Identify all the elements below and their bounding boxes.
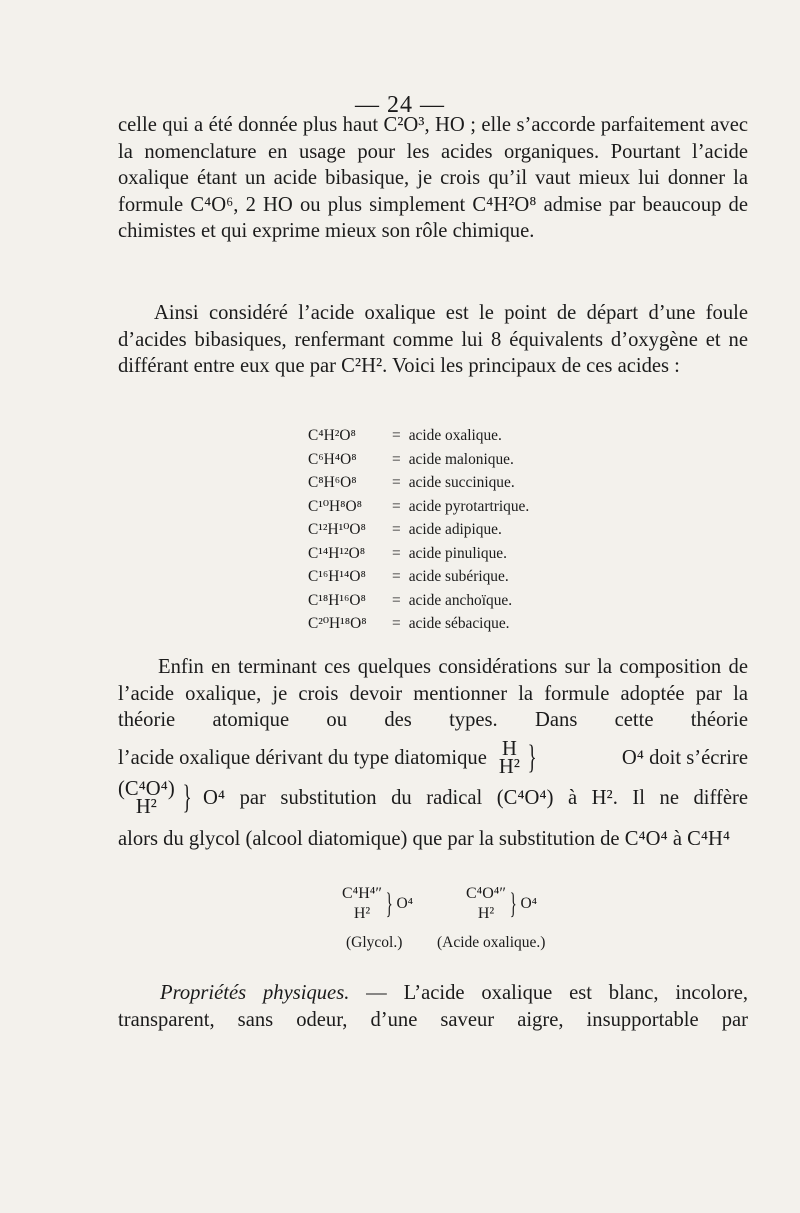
acid-name: acide anchoïque. <box>408 591 513 609</box>
equals-sign: = <box>392 450 401 468</box>
acid-name: acide adipique. <box>408 521 502 538</box>
radical-substitution-line <box>118 780 748 816</box>
acid-name: acide sébacique. <box>408 615 510 632</box>
radical-formula-stack <box>118 780 175 816</box>
acid-formula: C⁸H⁶O⁸ <box>308 474 357 491</box>
physical-properties-text: — L’acide oxalique est blanc, incolore, transparent, sans odeur, d’une saveur aigre, insupportable par <box>118 982 748 1031</box>
acid-name: acide succinique. <box>408 474 515 491</box>
equals-sign: = <box>392 427 401 444</box>
type-formula-stack <box>499 740 520 776</box>
acid-formula: C⁶H⁴O⁸ <box>308 450 357 468</box>
type-formula-bottom: H² <box>498 756 520 778</box>
paragraph-atomic-theory: Enfin en terminant ces quelques considérations sur la composition de l’acide oxalique, je crois devoir mentionner la formule adoptée par la théorie atomique ou des types. Dans cette théorie <box>118 656 748 732</box>
brace-symbol: } <box>527 739 537 776</box>
equals-sign: = <box>392 474 401 491</box>
equals-sign: = <box>392 521 401 538</box>
oxalic-top: C⁴O⁴″ <box>466 885 507 902</box>
glycol-formula <box>342 884 413 924</box>
glycol-oxygen: O⁴ <box>396 895 414 912</box>
acid-formula-list <box>308 424 529 636</box>
oxalic-oxygen: O⁴ <box>520 895 538 912</box>
acid-formula: C²⁰H¹⁸O⁸ <box>308 615 367 632</box>
equals-sign: = <box>392 544 401 562</box>
section-heading: Propriétés physiques. <box>160 982 350 1004</box>
equals-sign: = <box>392 568 401 585</box>
paragraph-glycol: alors du glycol (alcool diatomique) que par la substitution de C⁴O⁴ à C⁴H⁴ <box>118 828 731 850</box>
glycol-stack <box>342 884 382 924</box>
acid-name: acide oxalique. <box>408 427 502 444</box>
acid-name: acide malonique. <box>408 450 514 468</box>
acid-row <box>308 542 529 566</box>
paragraph-formula-notation: celle qui a été donnée plus haut C²O³, HO ; elle s’accorde parfaitement avec la nomenclature en usage pour les acides organiques. Pourtant l’acide oxalique étant un acide bibasique, je crois qu’il vaut mieux lui donner la formule C⁴O⁶, 2 HO ou plus simplement C⁴H²O⁸ admise par beaucoup de chimistes et qui exprime mieux son rôle chimique. <box>118 114 748 243</box>
radical-line-text: O⁴ par substitution du radical (C⁴O⁴) à H². Il ne diffère <box>203 786 748 809</box>
oxalic-bottom: H² <box>477 905 495 922</box>
type-line-text-a: l’acide oxalique dérivant du type diatomique <box>118 746 487 769</box>
acid-row <box>308 448 529 472</box>
acid-row <box>308 612 529 636</box>
equals-sign: = <box>392 615 401 632</box>
brace-symbol: } <box>509 887 517 920</box>
acid-formula: C¹⁰H⁸O⁸ <box>308 497 363 515</box>
oxalic-formula <box>466 884 537 924</box>
acid-row <box>308 471 529 495</box>
brace-symbol: } <box>385 887 393 920</box>
radical-formula-top: (C⁴O⁴) <box>118 778 175 800</box>
acid-row <box>308 565 529 589</box>
acid-row <box>308 424 529 448</box>
glycol-label: (Glycol.) <box>346 934 403 951</box>
acid-name: acide subérique. <box>408 568 509 585</box>
type-formula-top: H <box>501 738 517 760</box>
acid-row <box>308 495 529 519</box>
radical-formula-bottom: H² <box>135 796 157 818</box>
acid-formula: C¹²H¹⁰O⁸ <box>308 521 366 538</box>
equals-sign: = <box>392 497 401 515</box>
type-line-text-b: O⁴ doit s’écrire <box>621 746 748 769</box>
acid-formula: C¹⁶H¹⁴O⁸ <box>308 568 366 585</box>
acid-formula: C⁴H²O⁸ <box>308 427 356 444</box>
brace-symbol: } <box>182 779 192 816</box>
acid-name: acide pyrotartrique. <box>408 497 530 515</box>
paragraph-bibasic-acids: Ainsi considéré l’acide oxalique est le point de départ d’une foule d’acides bibasiques, renfermant comme lui 8 équivalents d’oxygène et ne différant entre eux que par C²H². Voici les principaux de ces acides : <box>118 302 748 378</box>
oxalic-label: (Acide oxalique.) <box>437 934 546 951</box>
equals-sign: = <box>392 591 401 609</box>
page-number: — 24 — <box>355 92 445 118</box>
acid-row <box>308 518 529 542</box>
acid-formula: C¹⁸H¹⁶O⁸ <box>308 591 366 609</box>
acid-name: acide pinulique. <box>408 544 507 562</box>
type-diatomic-line <box>118 740 748 776</box>
glycol-top: C⁴H⁴″ <box>342 885 383 902</box>
acid-row <box>308 589 529 613</box>
glycol-bottom: H² <box>353 905 371 922</box>
paragraph-physical-properties <box>118 980 748 1033</box>
oxalic-stack <box>466 884 506 924</box>
acid-formula: C¹⁴H¹²O⁸ <box>308 544 366 562</box>
